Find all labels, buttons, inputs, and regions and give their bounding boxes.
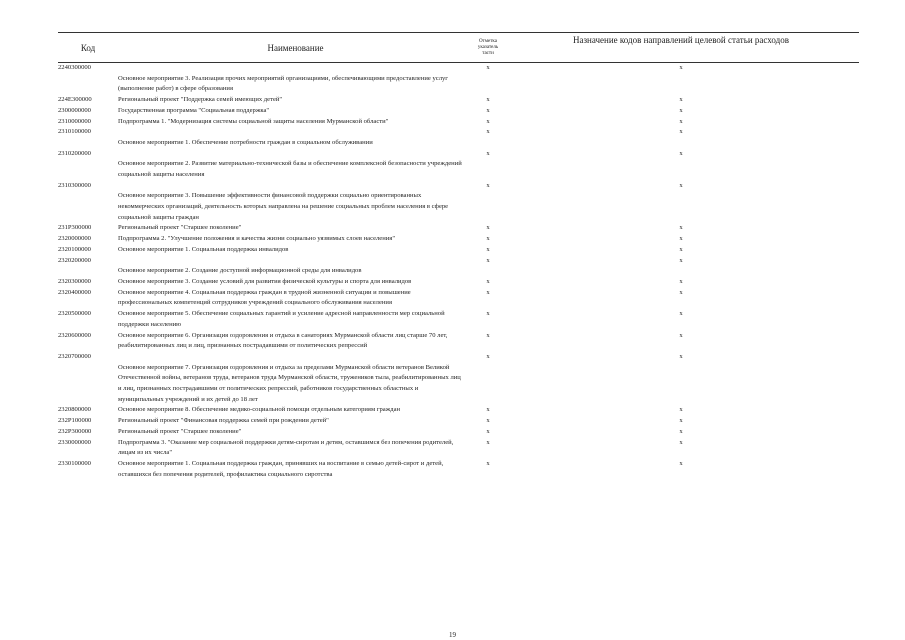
row-name: Региональный проект "Финансовая поддержка семей при рождении детей" — [118, 417, 329, 425]
row-destination-mark: x — [679, 331, 683, 339]
row-code: 224E300000 — [58, 96, 92, 104]
row-code: 2310100000 — [58, 128, 91, 136]
table-row — [58, 63, 859, 96]
row-mark: x — [486, 438, 490, 446]
table-row — [58, 459, 859, 480]
row-name: Основное мероприятие 1. Социальная поддержка граждан, принявших на воспитание в семью детей-сирот и детей, оставшихся без попечения родителей, профилактика социального сиротства — [118, 459, 444, 478]
row-code: 2300000000 — [58, 106, 91, 114]
row-destination-mark: x — [679, 181, 683, 189]
table-row — [58, 106, 859, 117]
table-row — [58, 277, 859, 288]
row-name: Основное мероприятие 3. Реализация прочих мероприятий организациями, обеспечивающими предоставление услуг (выполнение работ) в сфере образования — [118, 74, 448, 93]
row-name: Основное мероприятие 8. Обеспечение медико-социальной помощи отдельным категориям граждан — [118, 406, 401, 414]
row-destination-mark: x — [679, 256, 683, 264]
row-destination-mark: x — [679, 277, 683, 285]
table-row — [58, 331, 859, 352]
table-row — [58, 427, 859, 438]
table-row — [58, 309, 859, 330]
row-name: Региональный проект "Старшее поколение" — [118, 427, 242, 435]
page-number: 19 — [449, 631, 456, 639]
row-name: Основное мероприятие 1. Обеспечение потребности граждан в социальном обслуживании — [118, 138, 373, 146]
table-row — [58, 352, 859, 406]
row-destination-mark: x — [679, 427, 683, 435]
row-code: 2310300000 — [58, 181, 91, 189]
row-mark: x — [486, 64, 490, 71]
header-mark: Отметка указатель тасти — [473, 33, 503, 63]
table-row — [58, 95, 859, 106]
row-destination-mark: x — [679, 224, 683, 232]
table-row — [58, 416, 859, 427]
row-mark: x — [486, 235, 490, 243]
row-destination-mark: x — [679, 235, 683, 243]
row-mark: x — [486, 96, 490, 104]
table-row — [58, 245, 859, 256]
row-destination-mark: x — [679, 459, 683, 467]
row-code: 2320300000 — [58, 277, 91, 285]
row-code: 2320800000 — [58, 406, 91, 414]
row-destination-mark: x — [679, 128, 683, 136]
table-row — [58, 223, 859, 234]
row-code: 2320400000 — [58, 288, 91, 296]
row-name: Основное мероприятие 5. Обеспечение социальных гарантий и усиление адресной направленности мер социальной поддержки населению — [118, 310, 445, 328]
row-mark: x — [486, 352, 490, 360]
row-mark: x — [486, 406, 490, 414]
row-destination-mark: x — [679, 310, 683, 318]
row-mark: x — [486, 459, 490, 467]
row-mark: x — [486, 106, 490, 114]
row-destination-mark: x — [679, 149, 683, 157]
table-row — [58, 256, 859, 277]
row-mark: x — [486, 427, 490, 435]
row-code: 2320700000 — [58, 352, 91, 360]
row-mark: x — [486, 310, 490, 318]
table-row — [58, 438, 859, 459]
row-name: Основное мероприятие 6. Организация оздоровления и отдыха в санаториях Мурманской области лиц старше 70 лет, реабилитированных лиц и лиц, признанных пострадавшими от политических репрессий — [118, 331, 448, 350]
row-name: Основное мероприятие 3. Создание условий для развития физической культуры и спорта для инвалидов — [118, 277, 412, 285]
row-code: 2330000000 — [58, 438, 91, 446]
row-mark: x — [486, 181, 490, 189]
row-destination-mark: x — [679, 64, 683, 71]
budget-codes-table — [58, 32, 859, 480]
row-destination-mark: x — [679, 288, 683, 296]
row-name: Подпрограмма 3. "Оказание мер социальной поддержки детям-сиротам и детям, оставшимся без попечения родителей, лицам из их числа" — [118, 438, 454, 457]
row-name: Основное мероприятие 2. Создание доступной информационной среды для инвалидов — [118, 267, 362, 275]
table-body — [58, 63, 859, 481]
row-name: Государственная программа "Социальная поддержка" — [118, 106, 270, 114]
row-code: 2310200000 — [58, 149, 91, 157]
row-name: Подпрограмма 1. "Модернизация системы социальной защиты населения Мурманской области" — [118, 117, 389, 125]
row-code: 2320200000 — [58, 256, 91, 264]
row-destination-mark: x — [679, 352, 683, 360]
row-destination-mark: x — [679, 96, 683, 104]
row-name: Основное мероприятие 2. Развитие материально-технической базы и обеспечение комплексной безопасности учреждений социальной защиты населения — [118, 160, 462, 178]
table-row — [58, 288, 859, 309]
row-destination-mark: x — [679, 117, 683, 125]
table-row — [58, 149, 859, 181]
table-row — [58, 127, 859, 148]
row-code: 2320600000 — [58, 331, 91, 339]
table-row — [58, 405, 859, 416]
header-destination: Назначение кодов направлений целевой статьи расходов — [503, 33, 859, 63]
row-name: Основное мероприятие 4. Социальная поддержка граждан в трудной жизненной ситуации и повышение профессиональных компетенций сотрудников учреждений социального обслуживания населения — [118, 288, 411, 307]
row-destination-mark: x — [679, 106, 683, 114]
row-mark: x — [486, 288, 490, 296]
table-row — [58, 234, 859, 245]
row-mark: x — [486, 117, 490, 125]
row-code: 232P300000 — [58, 427, 92, 435]
row-mark: x — [486, 277, 490, 285]
row-code: 2320500000 — [58, 310, 91, 318]
row-mark: x — [486, 256, 490, 264]
row-code: 231P300000 — [58, 224, 92, 232]
row-name: Основное мероприятие 1. Социальная поддержка инвалидов — [118, 245, 289, 253]
row-code: 2240300000 — [58, 64, 91, 71]
row-name: Основное мероприятие 7. Организация оздоровления и отдыха за пределами Мурманской области ветеранов Великой Отечественной войны, ветеранов труда, ветеранов труда Мурманской области, тружеников тыла, реабилитированных лиц и лиц, признанных пострадавшими от политических репрессий, работников государственных областных и муниципальных учреждений и их детей до 18 лет — [118, 363, 461, 403]
row-mark: x — [486, 128, 490, 136]
row-mark: x — [486, 224, 490, 232]
header-code: Код — [58, 33, 118, 63]
row-mark: x — [486, 417, 490, 425]
row-code: 2310000000 — [58, 117, 91, 125]
document-page — [58, 32, 859, 480]
row-name: Основное мероприятие 3. Повышение эффективности финансовой поддержки социально ориентированных некоммерческих организаций, деятельность которых направлена на решение социальных проблем населения в сфере социальной защиты граждан — [118, 192, 449, 221]
row-name: Региональный проект "Старшее поколение" — [118, 224, 242, 232]
row-mark: x — [486, 331, 490, 339]
row-destination-mark: x — [679, 417, 683, 425]
row-name: Подпрограмма 2. "Улучшение положения и качества жизни социально уязвимых слоев населения" — [118, 235, 396, 243]
row-destination-mark: x — [679, 438, 683, 446]
row-name: Региональный проект "Поддержка семей имеющих детей" — [118, 96, 283, 104]
row-mark: x — [486, 149, 490, 157]
row-destination-mark: x — [679, 406, 683, 414]
row-mark: x — [486, 245, 490, 253]
row-code: 232P100000 — [58, 417, 92, 425]
table-row — [58, 181, 859, 224]
row-code: 2320100000 — [58, 245, 91, 253]
row-destination-mark: x — [679, 245, 683, 253]
row-code: 2320000000 — [58, 235, 91, 243]
table-header-row — [58, 33, 859, 63]
table-row — [58, 117, 859, 128]
header-name: Наименование — [118, 33, 473, 63]
row-code: 2330100000 — [58, 459, 91, 467]
